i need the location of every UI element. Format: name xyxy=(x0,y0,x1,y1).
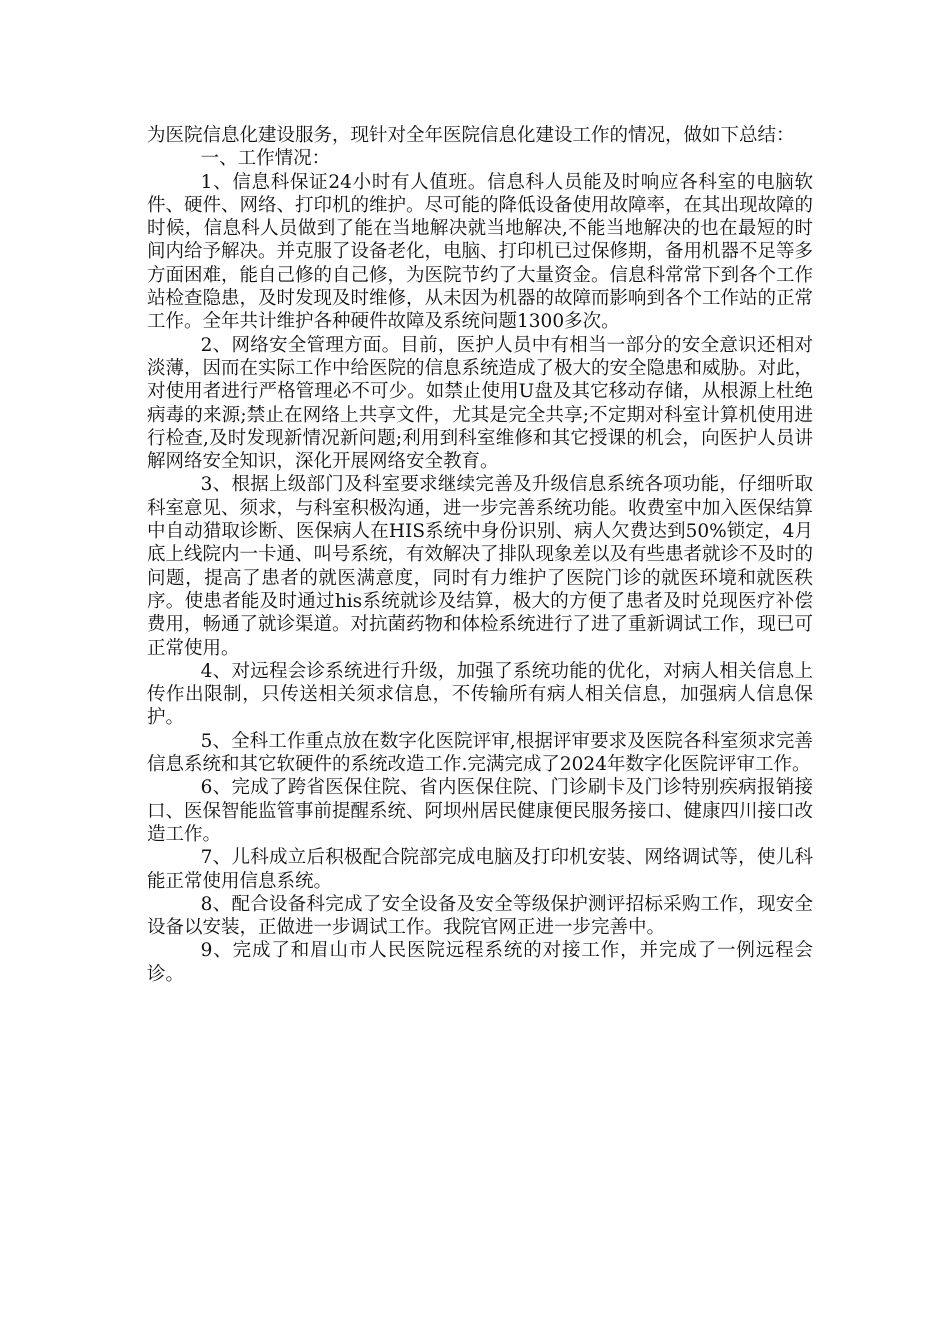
work-item-3: 3、根据上级部门及科室要求继续完善及升级信息系统各项功能，仔细听取科室意见、须求，与科室积极沟通，进一步完善系统功能。收费室中加入医保结算中自动猎取诊断、医保病人在HIS系统中身份识别、病人欠费达到50%锁定，4月底上线院内一卡通、叫号系统，有效解决了排队现象差以及有些患者就诊不及时的问题，提高了患者的就医满意度，同时有力维护了医院门诊的就医环境和就医秩序。使患者能及时通过his系统就诊及结算，极大的方便了患者及时兑现医疗补偿费用，畅通了就诊渠道。对抗菌药物和体检系统进行了进了重新调试工作，现已可正常使用。 xyxy=(147,474,814,659)
work-item-5: 5、全科工作重点放在数字化医院评审,根据评审要求及医院各科室须求完善信息系统和其它软硬件的系统改造工作.完满完成了2024年数字化医院评审工作。 xyxy=(147,730,813,776)
intro-paragraph: 为医院信息化建设服务，现针对全年医院信息化建设工作的情况，做如下总结： xyxy=(147,125,795,146)
document-body xyxy=(147,124,813,986)
work-item-7: 7、儿科成立后积极配合院部完成电脑及打印机安装、网络调试等，使儿科能正常使用信息系统。 xyxy=(147,847,813,892)
work-item-2: 2、网络安全管理方面。目前，医护人员中有相当一部分的安全意识还相对淡薄，因而在实际工作中给医院的信息系统造成了极大的安全隐患和威胁。对此，对使用者进行严格管理必不可少。如禁止使用U盘及其它移动存储，从根源上杜绝病毒的来源;禁止在网络上共享文件，尤其是完全共享;不定期对科室计算机使用进行检查,及时发现新情况新问题;利用到科室维修和其它授课的机会，向医护人员讲解网络安全知识，深化开展网络安全教育。 xyxy=(147,334,814,473)
work-item-1: 1、信息科保证24小时有人值班。信息科人员能及时响应各科室的电脑软件、硬件、网络、打印机的维护。尽可能的降低设备使用故障率，在其出现故障的时候，信息科人员做到了能在当地解决就当地解决,不能当地解决的也在最短的时间内给予解决。并克服了设备老化，电脑、打印机已过保修期，备用机器不足等多方面困难，能自己修的自己修，为医院节约了大量资金。信息科常常下到各个工作站检查隐患，及时发现及时维修，从未因为机器的故障而影响到各个工作站的正常工作。全年共计维护各种硬件故障及系统问题1300多次。 xyxy=(147,171,814,333)
section-heading: 一、工作情况： xyxy=(200,148,331,170)
work-item-4: 4、对远程会诊系统进行升级，加强了系统功能的优化，对病人相关信息上传作出限制，只传送相关须求信息，不传输所有病人相关信息，加强病人信息保护。 xyxy=(147,660,813,729)
work-item-8: 8、配合设备科完成了安全设备及安全等级保护测评招标采购工作，现安全设备以安装，正做进一步调试工作。我院官网正进一步完善中。 xyxy=(147,893,813,939)
work-item-9: 9、完成了和眉山市人民医院远程系统的对接工作，并完成了一例远程会诊。 xyxy=(147,940,813,985)
work-item-6: 6、完成了跨省医保住院、省内医保住院、门诊刷卡及门诊特别疾病报销接口、医保智能监管事前提醒系统、阿坝州居民健康便民服务接口、健康四川接口改造工作。 xyxy=(147,777,814,845)
